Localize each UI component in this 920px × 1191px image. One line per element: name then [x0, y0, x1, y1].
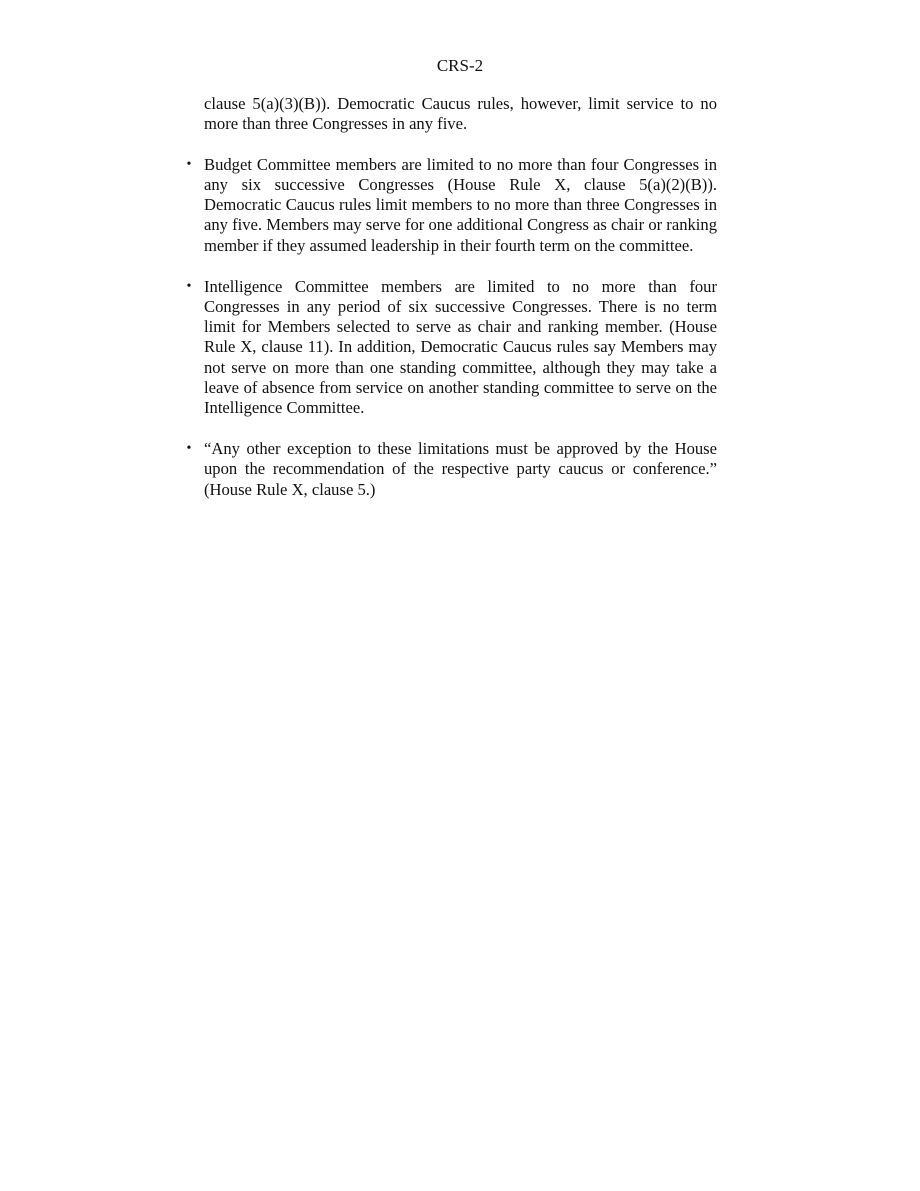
bullet-item-other-exceptions: [186, 439, 717, 500]
document-body: [186, 94, 717, 521]
bullet-icon: •: [186, 278, 192, 294]
bullet-text: “Any other exception to these limitations must be approved by the House upon the recommendation of the respective party caucus or conference.” (House Rule X, clause 5.): [204, 439, 717, 499]
bullet-text: Intelligence Committee members are limited to no more than four Congresses in any period of six successive Congresses. There is no term limit for Members selected to serve as chair and ranking member. (House Rule X, clause 11). In addition, Democratic Caucus rules say Members may not serve on more than one standing committee, although they may take a leave of absence from service on another standing committee to serve on the Intelligence Committee.: [204, 276, 717, 418]
page-number-header: CRS-2: [436, 56, 484, 75]
bullet-text: Budget Committee members are limited to no more than four Congresses in any six successive Congresses (House Rule X, clause 5(a)(2)(B)). Democratic Caucus rules limit members to no more than three Congresses in any five. Members may serve for one additional Congress as chair or ranking member if they assumed leadership in their fourth term on the committee.: [204, 154, 717, 255]
bullet-item-intelligence-committee: [186, 276, 717, 419]
bullet-icon: •: [186, 441, 192, 457]
bullet-item-budget-committee: [186, 154, 717, 256]
continuation-paragraph: clause 5(a)(3)(B)). Democratic Caucus rules, however, limit service to no more than three Congresses in any five.: [204, 94, 717, 134]
bullet-icon: •: [186, 156, 192, 172]
